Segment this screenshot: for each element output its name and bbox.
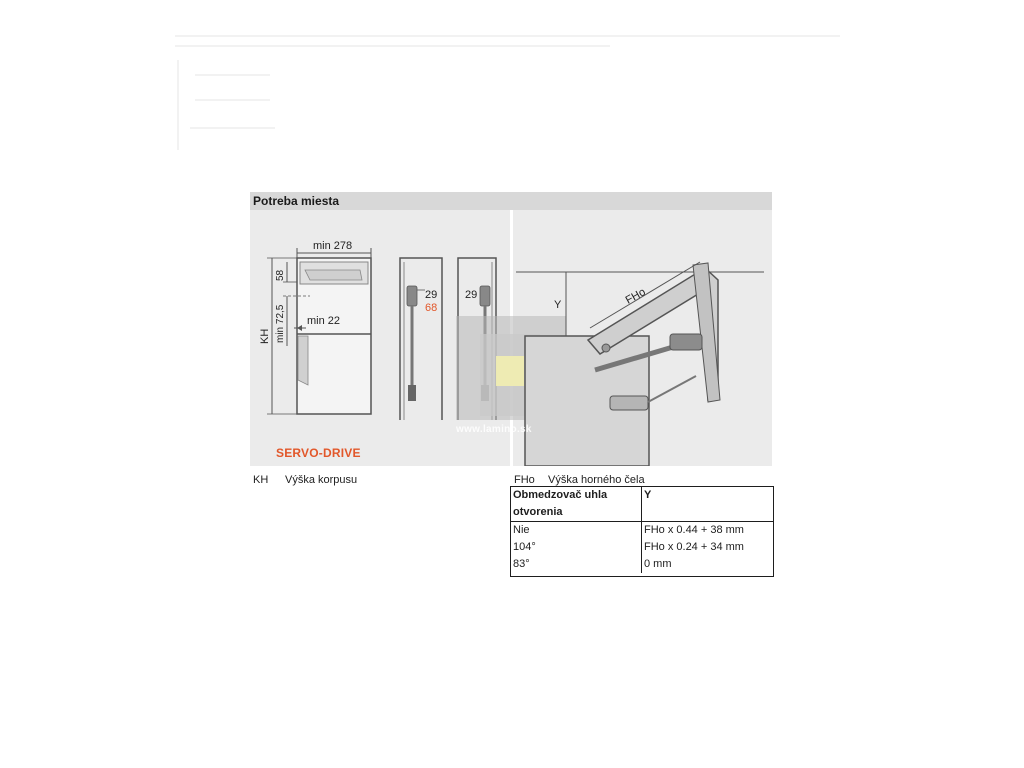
table-cell-angle: Nie — [511, 522, 642, 540]
dim-fho: FHo — [623, 286, 648, 307]
legend-kh-text: Výška korpusu — [285, 474, 358, 486]
dim-side-min: min 72,5 — [275, 304, 286, 343]
dim-depth-min: min 22 — [307, 315, 341, 327]
dim-offset-2: 29 — [465, 289, 478, 301]
dim-offset-1: 29 — [425, 289, 438, 301]
table-header-limiter: Obmedzovač uhla otvorenia — [511, 487, 642, 522]
angle-limiter-table — [511, 487, 773, 573]
legend-kh-code: KH — [253, 474, 269, 486]
table-cell-formula: FHo x 0.44 + 38 mm — [644, 524, 744, 536]
table-row — [511, 556, 773, 573]
faint-background-lines — [0, 0, 1024, 160]
table-cell-formula: 0 mm — [644, 558, 672, 570]
table-row — [511, 522, 773, 540]
legend-fho-code: FHo — [514, 474, 535, 486]
legend-kh — [253, 474, 357, 487]
panel-title: Potreba miesta — [253, 194, 340, 208]
watermark-text: www.lamino.sk — [456, 424, 532, 435]
table-cell-angle: 83° — [511, 556, 642, 573]
table-row — [511, 539, 773, 556]
table-cell-angle: 104° — [511, 539, 642, 556]
table-cell-formula: FHo x 0.24 + 34 mm — [644, 541, 744, 553]
legend-fho-text: Výška horného čela — [548, 474, 645, 486]
table-header-y: Y — [642, 487, 774, 522]
dim-kh: KH — [259, 328, 271, 344]
dim-width-top: min 278 — [313, 240, 353, 252]
side-section-left — [400, 258, 442, 420]
dim-y: Y — [554, 299, 562, 311]
legend-fho — [514, 474, 645, 487]
dim-top-gap: 58 — [275, 269, 286, 281]
dim-offset-1-alt: 68 — [425, 302, 438, 314]
servo-drive-label: SERVO-DRIVE — [276, 446, 361, 460]
